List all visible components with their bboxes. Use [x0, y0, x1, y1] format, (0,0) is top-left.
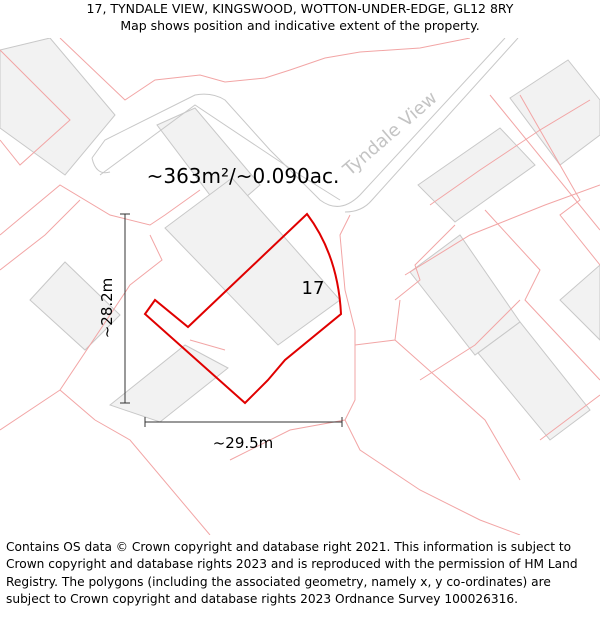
- area-label: ~363m²/~0.090ac.: [146, 164, 340, 188]
- parcel-line: [95, 420, 210, 535]
- page-title: 17, TYNDALE VIEW, KINGSWOOD, WOTTON-UNDER-EDGE, GL12 8RY: [86, 1, 514, 16]
- building: [510, 60, 600, 165]
- building: [418, 128, 535, 222]
- building: [560, 265, 600, 340]
- copyright-notice: Contains OS data © Crown copyright and database right 2021. This information is subject to Crown copyright and database rights 2023 and is reproduced with the permission of HM Land Registry. The polygons (including the associated geometry, namely x, y co-ordinates) are subject to Crown copyright and database rights 2023 Ordnance Survey 100026316.: [6, 540, 578, 607]
- road-edge: [92, 158, 110, 173]
- parcel-line: [190, 340, 225, 350]
- street-label: Tyndale View: [339, 87, 442, 181]
- page-subtitle: Map shows position and indicative extent of the property.: [120, 18, 480, 33]
- parcel-line: [355, 300, 400, 345]
- map-view[interactable]: [0, 38, 600, 535]
- parcel-line: [60, 38, 470, 100]
- building: [165, 178, 340, 345]
- buildings-layer: [0, 38, 600, 440]
- width-dimension-label: ~29.5m: [212, 434, 274, 452]
- building: [0, 38, 115, 175]
- map-canvas: [0, 38, 600, 535]
- parcel-line: [345, 420, 520, 535]
- parcel-line: [0, 200, 80, 270]
- house-number-label: 17: [301, 278, 325, 299]
- header: [0, 0, 600, 38]
- building: [110, 345, 228, 422]
- parcel-line: [0, 390, 60, 430]
- height-dimension-label: ~28.2m: [98, 277, 116, 339]
